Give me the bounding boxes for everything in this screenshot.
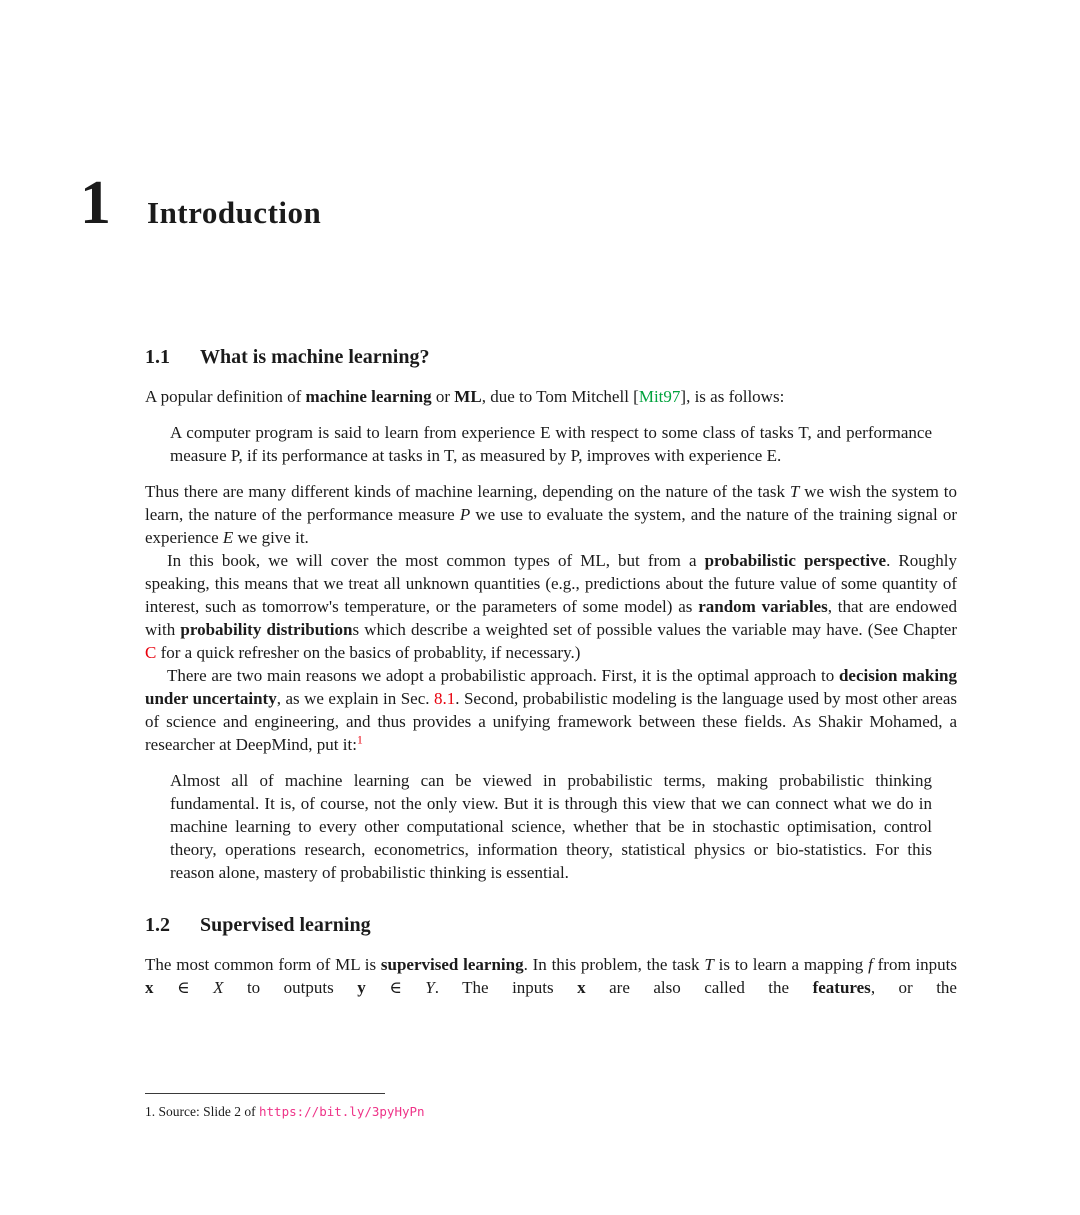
section-number: 1.1 (145, 346, 170, 368)
citation-link[interactable]: Mit97 (638, 387, 681, 406)
text-run: P (459, 505, 471, 524)
text-run: x (577, 978, 586, 997)
text-run: probability distribution (180, 620, 353, 639)
text-run: s which describe a weighted set of possible values the variable may have. (See Chapter (352, 620, 957, 639)
text-run: supervised learning (380, 955, 524, 974)
text-run: 1. Source: Slide 2 of (145, 1104, 259, 1119)
text-run: . In this problem, the task (523, 955, 705, 974)
text-run: , due to Tom Mitchell [ (481, 387, 639, 406)
text-run: . Second, probabilistic modeling is the language used by most other areas of science and engineering, and thus provides a unifying framework between these fields. As Shakir Mohamed, a researcher at DeepMind, put it: (145, 689, 957, 754)
text-run: X (213, 978, 224, 997)
text-run: features (812, 978, 871, 997)
text-run: Thus there are many different kinds of machine learning, depending on the nature of the task (145, 482, 790, 501)
footnote-marker[interactable]: 1 (356, 733, 363, 747)
paragraph-supervised-learning (145, 953, 957, 999)
text-run: . The inputs (434, 978, 578, 997)
text-run: , or the (870, 978, 957, 997)
text-run: is to learn a mapping (713, 955, 869, 974)
text-run: x (145, 978, 154, 997)
text-run: Y (425, 978, 435, 997)
text-run: are also called the (585, 978, 813, 997)
section-number: 1.2 (145, 914, 170, 936)
text-run: There are two main reasons we adopt a probabilistic approach. First, it is the optimal approach to (167, 666, 839, 685)
blockquote-mohamed (170, 769, 932, 884)
section-ref-link[interactable]: C (145, 643, 157, 662)
chapter-heading (80, 169, 1080, 237)
text-run: decision making under uncertainty (145, 666, 957, 708)
text-run: A computer program is said to learn from experience E with respect to some class of tasks T, and performance measure P, if its performance at tasks in T, as measured by P, improves with experience E. (170, 423, 932, 465)
text-run: we use to evaluate the system, and the nature of the training signal or experience (145, 505, 957, 547)
text-run: ML (454, 387, 482, 406)
text-run: T (704, 955, 714, 974)
chapter-title: Introduction (147, 195, 322, 230)
text-run: we wish the system to learn, the nature of the performance measure (145, 482, 957, 524)
text-run: to outputs (223, 978, 358, 997)
footnote-text (145, 1103, 957, 1121)
text-run: from inputs (872, 955, 958, 974)
text-run: for a quick refresher on the basics of probablity, if necessary.) (156, 643, 581, 662)
paragraph-definition (145, 385, 957, 408)
section-heading-1-1 (145, 346, 957, 369)
text-run: T (789, 482, 800, 501)
text-run: probabilistic perspective (704, 551, 887, 570)
text-run: y (357, 978, 366, 997)
text-run: f (868, 955, 873, 974)
text-run: . Roughly speaking, this means that we treat all unknown quantities (e.g., predictions about the future value of some quantity of interest, such as tomorrow's temperature, or the parameters of some model) as (145, 551, 957, 616)
text-run: we give it. (233, 528, 309, 547)
text-run: ], is as follows: (680, 387, 785, 406)
text-run: , as we explain in Sec. (276, 689, 434, 708)
chapter-number: 1 (80, 169, 111, 237)
url-link[interactable]: https://bit.ly/3pyHyPn (259, 1104, 425, 1119)
paragraph-two-reasons (145, 664, 957, 756)
text-run: ∈ (153, 978, 214, 997)
text-run: ∈ (365, 978, 426, 997)
paragraph-probabilistic-perspective (145, 549, 957, 664)
blockquote-mitchell (170, 421, 932, 467)
paragraph-kinds-of-ml (145, 480, 957, 549)
page-content (145, 346, 957, 999)
section-ref-link[interactable]: 8.1 (433, 689, 456, 708)
footnote-rule (145, 1093, 385, 1094)
text-run: Almost all of machine learning can be viewed in probabilistic terms, making probabilistic thinking fundamental. It is, of course, not the only view. But it is through this view that we can connect what we do in machine learning to every other computational science, whether that be in stochastic optimisation, control theory, operations research, econometrics, information theory, statistical physics or bio-statistics. For this reason alone, mastery of probabilistic thinking is essential. (170, 771, 932, 882)
text-run: In this book, we will cover the most common types of ML, but from a (167, 551, 705, 570)
text-run: machine learning (305, 387, 432, 406)
text-run: A popular definition of (145, 387, 306, 406)
text-run: random variables (698, 597, 828, 616)
text-run: , that are endowed with (145, 597, 957, 639)
section-title: Supervised learning (200, 914, 371, 936)
text-run: or (431, 387, 455, 406)
section-heading-1-2 (145, 914, 957, 937)
text-run: The most common form of ML is (145, 955, 381, 974)
footnote-area (145, 1093, 957, 1121)
text-run: E (222, 528, 234, 547)
section-title: What is machine learning? (200, 346, 430, 368)
